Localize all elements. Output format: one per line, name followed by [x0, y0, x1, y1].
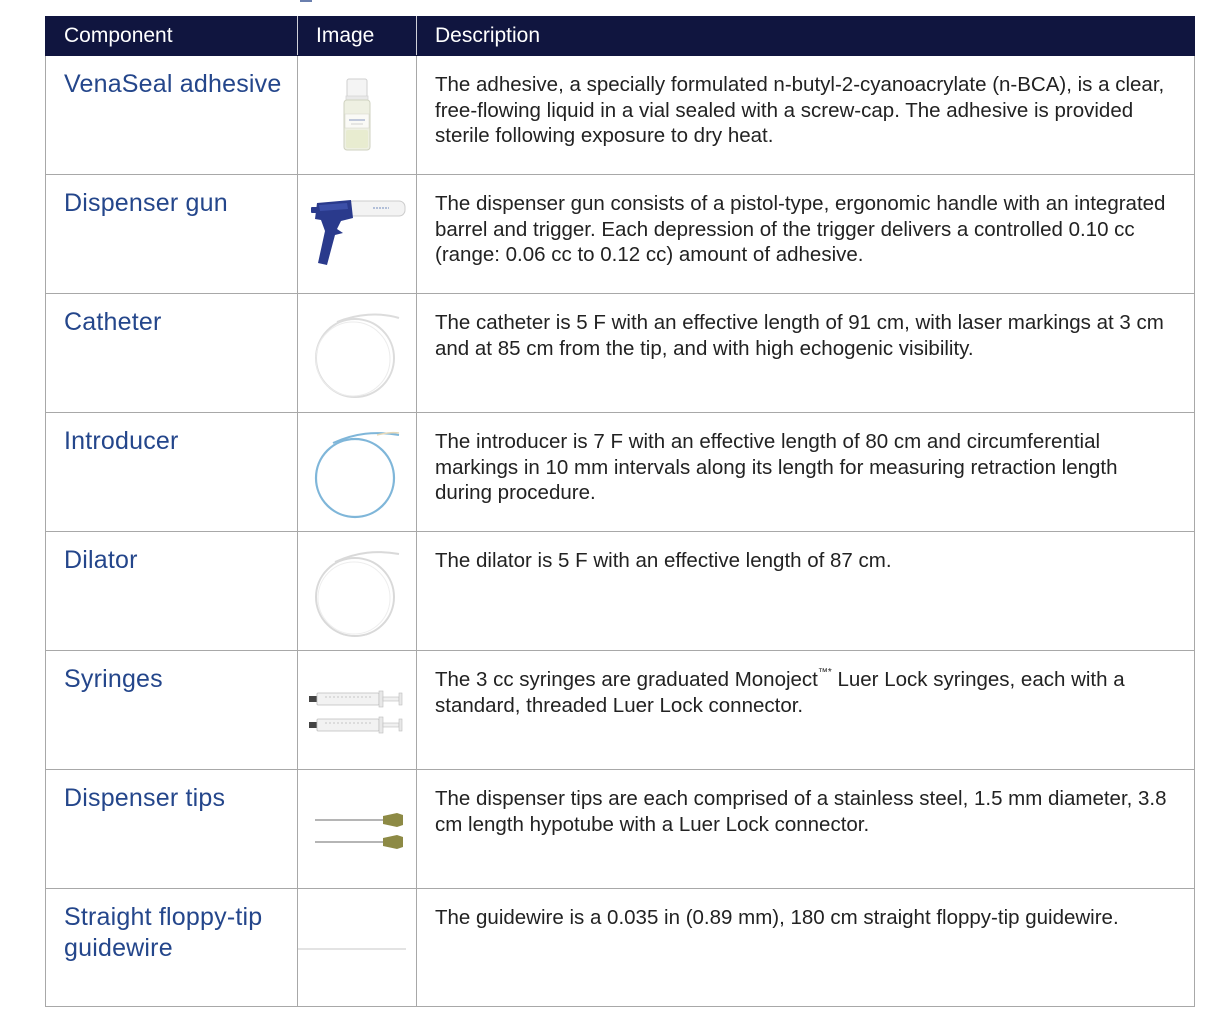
component-description: The catheter is 5 F with an effective length of 91 cm, with laser markings at 3 cm and at 85 cm from the tip, and with high echogenic visibility. — [417, 294, 1195, 413]
component-name: Dilator — [46, 532, 298, 651]
introducer-coil-icon — [307, 423, 407, 523]
component-description: The guidewire is a 0.035 in (0.89 mm), 180 cm straight floppy-tip guidewire. — [417, 889, 1195, 1007]
adhesive-vial-icon — [337, 74, 377, 164]
table-row — [46, 175, 1195, 294]
component-name: Dispenser gun — [46, 175, 298, 294]
component-image — [298, 294, 417, 413]
components-table — [45, 16, 1195, 1007]
component-name: Dispenser tips — [46, 770, 298, 889]
table-row — [46, 294, 1195, 413]
syringe-top — [309, 691, 402, 707]
table-row — [46, 889, 1195, 1007]
component-description — [417, 651, 1195, 770]
component-image — [298, 770, 417, 889]
component-description: The dispenser tips are each comprised of a stainless steel, 1.5 mm diameter, 3.8 cm length hypotube with a Luer Lock connector. — [417, 770, 1195, 889]
component-name: VenaSeal adhesive — [46, 56, 298, 175]
component-image — [298, 56, 417, 175]
component-image — [298, 175, 417, 294]
component-description: The introducer is 7 F with an effective length of 80 cm and circumferential markings in 10 mm intervals along its length for measuring retraction length during procedure. — [417, 413, 1195, 532]
catheter-coil-icon — [307, 304, 407, 404]
header-row — [46, 17, 1195, 56]
component-name: Syringes — [46, 651, 298, 770]
description-text-start: The 3 cc syringes are graduated Monoject — [435, 668, 818, 691]
component-image — [298, 889, 417, 1007]
table-row — [46, 770, 1195, 889]
dispenser-tips-icon — [307, 808, 407, 858]
trademark-mark: ™* — [817, 667, 832, 678]
guidewire-icon — [298, 939, 416, 959]
component-description: The dilator is 5 F with an effective length of 87 cm. — [417, 532, 1195, 651]
header-image: Image — [298, 17, 417, 56]
description-text-end: Luer Lock syringes, each with a standard, threaded Luer Lock connector. — [435, 668, 1125, 717]
header-description: Description — [417, 17, 1195, 56]
table-row — [46, 56, 1195, 175]
component-description: The adhesive, a specially formulated n-butyl-2-cyanoacrylate (n-BCA), is a clear, free-flowing liquid in a vial sealed with a screw-cap. The adhesive is provided sterile following exposure to dry heat. — [417, 56, 1195, 175]
component-name: Introducer — [46, 413, 298, 532]
table-row — [46, 413, 1195, 532]
table-header — [46, 17, 1195, 56]
header-component: Component — [46, 17, 298, 56]
dispenser-gun-icon — [307, 189, 407, 269]
component-name: Straight floppy-tip guidewire — [46, 889, 298, 1007]
syringes-icon — [307, 685, 407, 745]
dilator-coil-icon — [307, 542, 407, 642]
component-name: Catheter — [46, 294, 298, 413]
table-row — [46, 532, 1195, 651]
component-image — [298, 532, 417, 651]
table-row — [46, 651, 1195, 770]
top-decorative-strip — [300, 0, 312, 2]
component-image — [298, 651, 417, 770]
syringe-bottom — [309, 717, 402, 733]
component-image — [298, 413, 417, 532]
component-description: The dispenser gun consists of a pistol-type, ergonomic handle with an integrated barrel and trigger. Each depression of the trigger delivers a controlled 0.10 cc (range: 0.06 cc to 0.12 cc) amount of adhesive. — [417, 175, 1195, 294]
